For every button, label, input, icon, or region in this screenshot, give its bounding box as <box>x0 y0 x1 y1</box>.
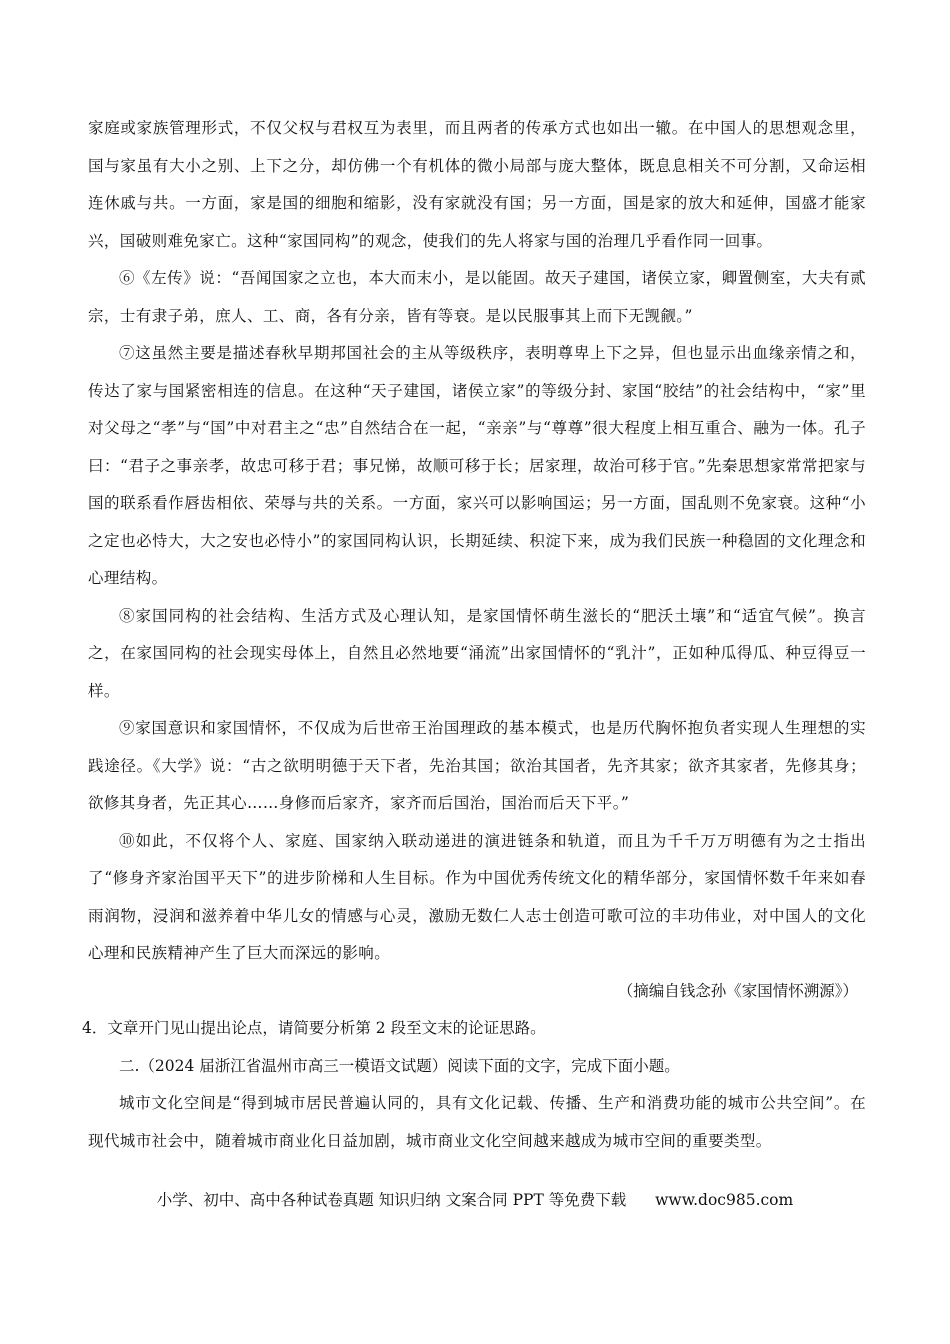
paragraph-8: ⑧家国同构的社会结构、生活方式及心理认知，是家国情怀萌生滋长的“肥沃土壤”和“适宜气候”。换言之，在家国同构的社会现实母体上，自然且必然地要“涌流”出家国情怀的“乳汁”，正如种瓜得瓜、种豆得豆一样。 <box>88 606 866 700</box>
paragraph-5-continuation: 家庭或家族管理形式，不仅父权与君权互为表里，而且两者的传承方式也如出一辙。在中国人的思想观念里，国与家虽有大小之别、上下之分，却仿佛一个有机体的微小局部与庞大整体，既息息相关不可分割，又命运相连休戚与共。一方面，家是国的细胞和缩影，没有家就没有国；另一方面，国是家的放大和延伸，国盛才能家兴，国破则难免家亡。这种“家国同构”的观念，使我们的先人将家与国的治理几乎看作同一回事。 <box>88 119 866 250</box>
next-passage-paragraph: 城市文化空间是“得到城市居民普遍认同的，具有文化记载、传播、生产和消费功能的城市公共空间”。在现代城市社会中，随着城市商业化日益加剧，城市商业文化空间越来越成为城市空间的重要类型。 <box>88 1094 866 1150</box>
question-4: 4．文章开门见山提出论点，请简要分析第 2 段至文末的论证思路。 <box>82 1019 546 1037</box>
paragraph-10: ⑩如此，不仅将个人、家庭、国家纳入联动递进的演进链条和轨道，而且为千千万万明德有为之士指出了“修身齐家治国平天下”的进步阶梯和人生目标。作为中国优秀传统文化的精华部分，家国情怀数千年来如春雨润物，浸润和滋养着中华儿女的情感与心灵，激励无数仁人志士创造可歌可泣的丰功伟业，对中国人的文化心理和民族精神产生了巨大而深远的影响。 <box>88 831 866 962</box>
document-body <box>82 110 866 1160</box>
footer-url[interactable]: www.doc985.com <box>655 1191 794 1209</box>
paragraph-7: ⑦这虽然主要是描述春秋早期邦国社会的主从等级秩序，表明尊卑上下之异，但也显示出血缘亲情之和，传达了家与国紧密相连的信息。在这种“天子建国，诸侯立家”的等级分封、家国“胶结”的社会结构中，“家”里对父母之“孝”与“国”中对君主之“忠”自然结合在一起，“亲亲”与“尊尊”很大程度上相互重合、融为一体。孔子曰：“君子之事亲孝，故忠可移于君；事兄悌，故顺可移于长；居家理，故治可移于官。”先秦思想家常常把家与国的联系看作唇齿相依、荣辱与共的关系。一方面，家兴可以影响国运；另一方面，国乱则不免家衰。这种“小之定也必恃大，大之安也必恃小”的家国同构认识，长期延续、积淀下来，成为我们民族一种稳固的文化理念和心理结构。 <box>88 344 866 587</box>
section-heading: 二.（2024 届浙江省温州市高三一模语文试题）阅读下面的文字，完成下面小题。 <box>119 1056 680 1075</box>
source-citation: （摘编自钱念孙《家国情怀溯源》） <box>617 981 858 1000</box>
footer-text: 小学、初中、高中各种试卷真题 知识归纳 文案合同 PPT 等免费下载 <box>156 1191 627 1209</box>
paragraph-6: ⑥《左传》说：“吾闻国家之立也，本大而末小，是以能固。故天子建国，诸侯立家，卿置侧室，大夫有贰宗，士有隶子弟，庶人、工、商，各有分亲，皆有等衰。是以民服事其上而下无觊觎。” <box>88 269 866 325</box>
paragraph-9: ⑨家国意识和家国情怀，不仅成为后世帝王治国理政的基本模式，也是历代胸怀抱负者实现人生理想的实践途径。《大学》说：“古之欲明明德于天下者，先治其国；欲治其国者，先齐其家；欲齐其家者，先修其身；欲修其身者，先正其心……身修而后家齐，家齐而后国治，国治而后天下平。” <box>88 719 866 812</box>
page-footer <box>0 1188 950 1210</box>
